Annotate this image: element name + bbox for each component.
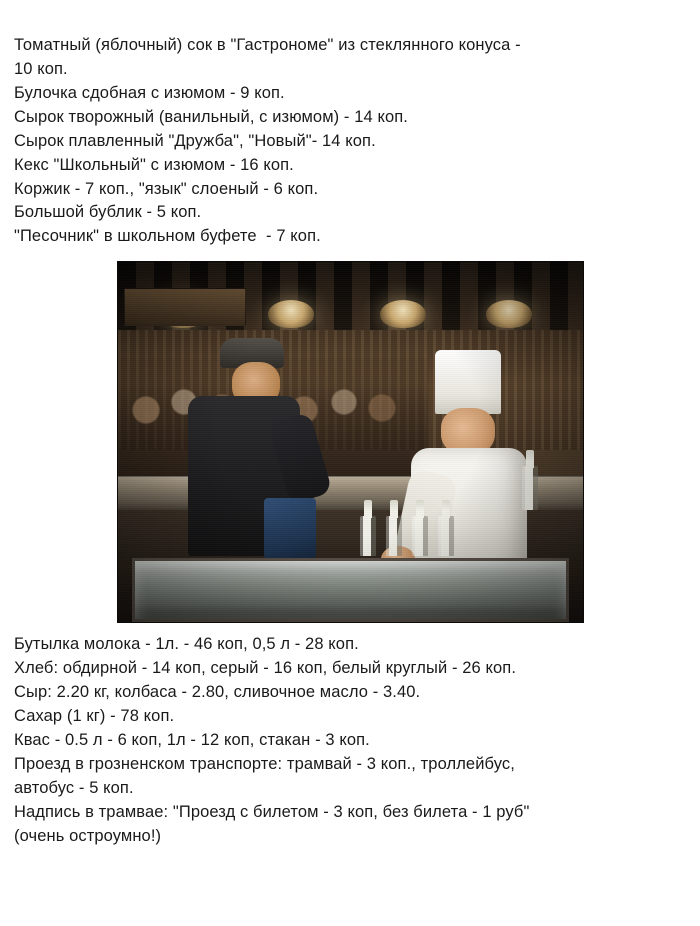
price-line: Квас - 0.5 л - 6 коп, 1л - 12 коп, стакан - 3 коп. <box>14 730 370 749</box>
price-list-top <box>14 34 686 249</box>
price-line: Большой бублик - 5 коп. <box>14 203 202 222</box>
price-line: Сырок плавленный "Дружба", "Новый"- 14 коп. <box>14 131 376 150</box>
price-line: Проезд в грозненском транспорте: трамвай - 3 коп., троллейбус, <box>14 754 515 773</box>
photo-shopping-bag <box>264 498 316 560</box>
soviet-grocery-store-photo <box>117 261 584 623</box>
milk-bottle <box>412 516 428 556</box>
photo-sign-board <box>124 288 246 326</box>
price-line: Кекс "Школьный" с изюмом - 16 коп. <box>14 155 294 174</box>
price-line: (очень остроумно!) <box>14 826 162 845</box>
price-line: автобус - 5 коп. <box>14 778 134 797</box>
price-line: Коржик - 7 коп., "язык" слоеный - 6 коп. <box>14 179 319 198</box>
photo-glass-display-case <box>132 558 569 622</box>
price-line: Сырок творожный (ванильный, с изюмом) - 14 коп. <box>14 107 408 126</box>
milk-bottle <box>360 516 376 556</box>
price-line: Сахар (1 кг) - 78 коп. <box>14 707 175 726</box>
price-line: Хлеб: обдирной - 14 коп, серый - 16 коп, белый круглый - 26 коп. <box>14 659 517 678</box>
milk-bottle <box>522 466 538 510</box>
ceiling-lamp-icon <box>268 300 314 328</box>
milk-bottle <box>386 516 402 556</box>
price-list-bottom <box>14 633 686 848</box>
price-line: Надпись в трамвае: "Проезд с билетом - 3 коп, без билета - 1 руб" <box>14 802 530 821</box>
ceiling-lamp-icon <box>486 300 532 328</box>
price-line: Томатный (яблочный) сок в "Гастрономе" из стеклянного конуса - <box>14 36 521 54</box>
price-line: "Песочник" в школьном буфете - 7 коп. <box>14 227 321 246</box>
price-line: 10 коп. <box>14 59 68 78</box>
price-line: Булочка сдобная с изюмом - 9 коп. <box>14 83 285 102</box>
milk-bottle <box>438 516 454 556</box>
price-line: Сыр: 2.20 кг, колбаса - 2.80, сливочное масло - 3.40. <box>14 683 421 702</box>
price-line: Бутылка молока - 1л. - 46 коп, 0,5 л - 28 коп. <box>14 635 359 654</box>
assistant-cap <box>435 350 501 414</box>
ceiling-lamp-icon <box>380 300 426 328</box>
photo-container <box>14 261 686 623</box>
